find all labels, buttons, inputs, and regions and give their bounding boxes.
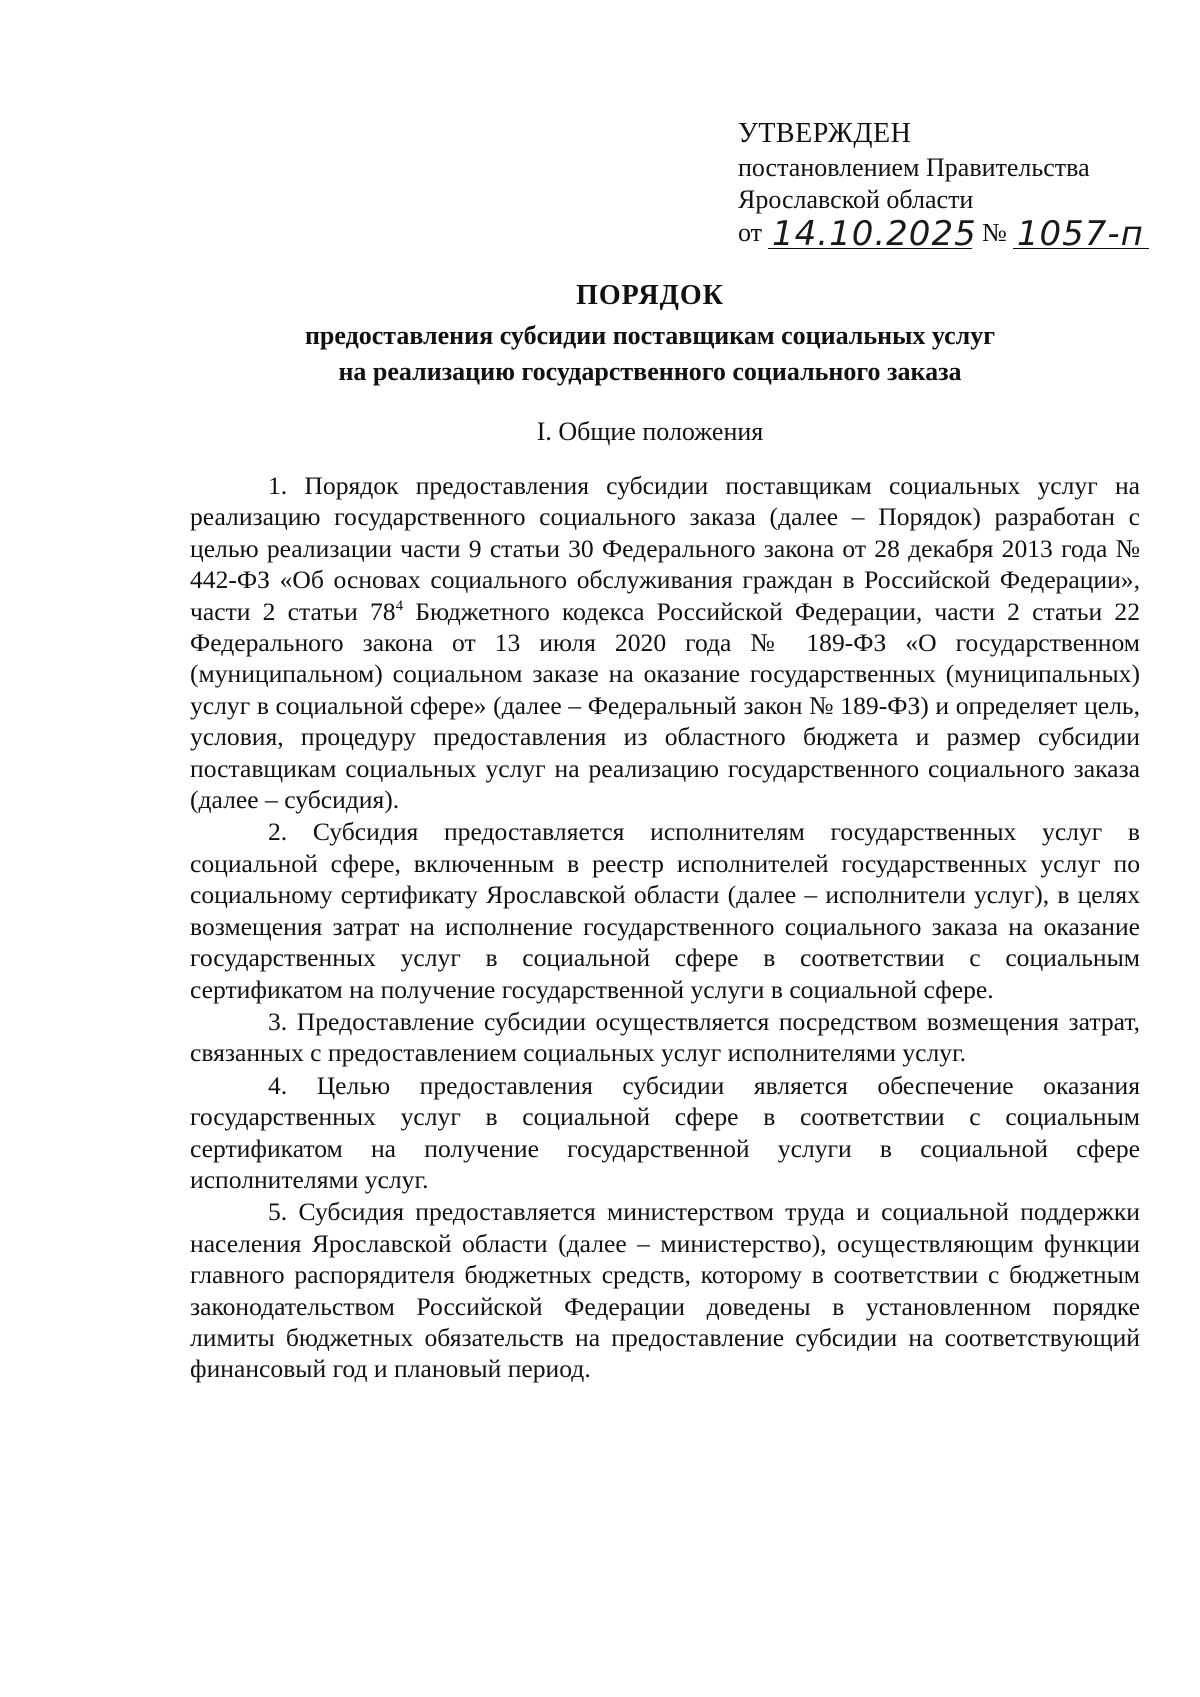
paragraph-1 xyxy=(190,470,1140,815)
paragraph-5: 5. Субсидия предоставляется министерством труда и социальной поддержки населения Ярославской области (далее – министерство), осуществляющим функции главного распорядителя бюджетных средств, которому в соответствии с бюджетным законодательством Российской Федерации доведены в установленном порядке лимиты бюджетных обязательств на предоставление субсидии на соответствующий финансовый год и плановый период. xyxy=(190,1197,1140,1384)
document-body xyxy=(190,470,1140,1386)
approval-line-1: постановлением Правительства xyxy=(738,153,1090,182)
date-prefix: от xyxy=(738,218,763,247)
document-title-block xyxy=(150,278,1150,390)
handwritten-number: 1057-п xyxy=(1016,214,1144,254)
number-prefix: № xyxy=(982,218,1007,247)
document-title: ПОРЯДОК xyxy=(576,280,724,311)
paragraph-1-text-a: 1. Порядок предоставления субсидии поставщикам социальных услуг на реализацию государственного социального заказа (далее – Порядок) разработан с целью реализации части 9 статьи 30 Федерального закона от 28 декабря 2013 года № 442-ФЗ «Об основах социального обслуживания граждан в Российской Федерации», части 2 статьи 78 xyxy=(190,471,1140,626)
section-heading: I. Общие положения xyxy=(536,417,764,446)
document-subtitle-line-1: предоставления субсидии поставщикам социальных услуг xyxy=(304,321,996,350)
approval-title: УТВЕРЖДЕН xyxy=(738,118,912,149)
superscript-4: 4 xyxy=(395,597,404,614)
paragraph-2: 2. Субсидия предоставляется исполнителям государственных услуг в социальной сфере, включенным в реестр исполнителей государственных услуг по социальному сертификату Ярославской области (далее – исполнители услуг), в целях возмещения затрат на исполнение государственного социального заказа на оказание государственных услуг в социальной сфере в соответствии с социальным сертификатом на получение государственной услуги в социальной сфере. xyxy=(190,817,1140,1004)
handwritten-date: 14.10.2025 xyxy=(772,214,977,254)
document-subtitle-line-2: на реализацию государственного социального заказа xyxy=(338,357,962,386)
approval-stamp xyxy=(738,118,1158,254)
paragraph-1-text-b: Бюджетного кодекса Российской Федерации, части 2 статьи 22 Федерального закона от 13 июля 2020 года № 189-ФЗ «О государственном (муниципальном) социальном заказе на оказание государственных (муниципальных) услуг в социальной сфере» (далее – Федеральный закон № 189-ФЗ) и определяет цель, условия, процедуру предоставления из областного бюджета и размер субсидии поставщикам социальных услуг на реализацию государственного социального заказа (далее – субсидия). xyxy=(190,596,1140,815)
paragraph-4: 4. Целью предоставления субсидии является обеспечение оказания государственных услуг в социальной сфере в соответствии с социальным сертификатом на получение государственной услуги в социальной сфере исполнителями услуг. xyxy=(190,1070,1140,1194)
approval-line-2: Ярославской области xyxy=(738,185,974,214)
approval-date-number-row xyxy=(738,214,1158,254)
number-blank xyxy=(1013,214,1149,254)
date-blank xyxy=(768,214,977,254)
paragraph-3: 3. Предоставление субсидии осуществляется посредством возмещения затрат, связанных с предоставлением социальных услуг исполнителями услуг. xyxy=(190,1006,1140,1068)
